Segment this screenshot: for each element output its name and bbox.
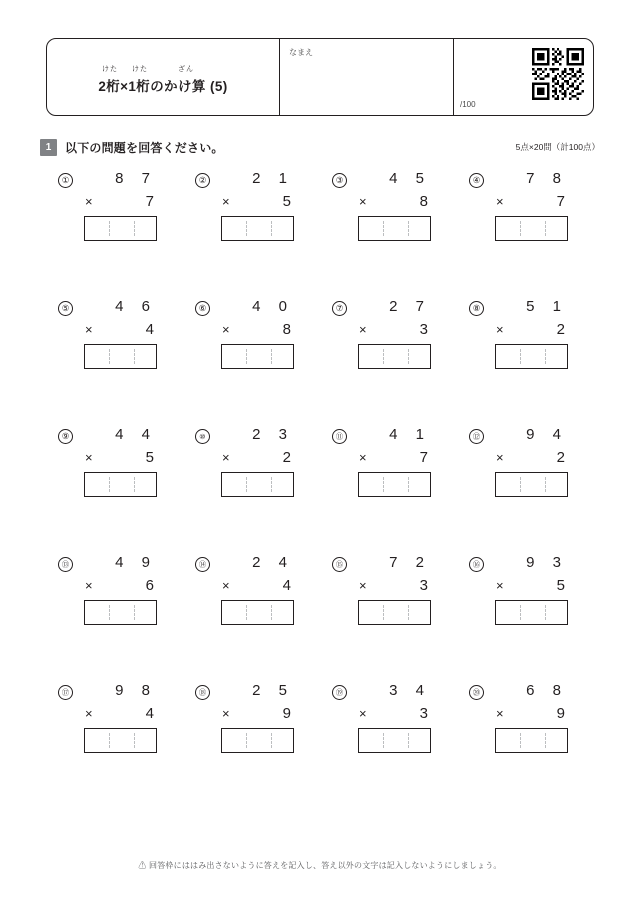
multiplier-line bbox=[495, 574, 568, 598]
multiplier: 8 bbox=[419, 193, 428, 210]
problem-number: ⑫ bbox=[469, 429, 484, 444]
answer-divider bbox=[383, 605, 384, 620]
answer-divider bbox=[408, 605, 409, 620]
answer-divider bbox=[408, 221, 409, 236]
operator: × bbox=[496, 322, 504, 337]
furigana-2: けた bbox=[132, 65, 148, 73]
multiplier: 3 bbox=[419, 321, 428, 338]
answer-box[interactable] bbox=[495, 344, 568, 369]
multiplicand: 2 4 bbox=[252, 554, 294, 571]
problem-cell bbox=[320, 168, 457, 296]
problem-cell bbox=[46, 296, 183, 424]
multiplier: 8 bbox=[282, 321, 291, 338]
answer-divider bbox=[271, 221, 272, 236]
problem-number: ④ bbox=[469, 173, 484, 188]
answer-divider bbox=[246, 477, 247, 492]
answer-box[interactable] bbox=[221, 728, 294, 753]
problem-number: ⑩ bbox=[195, 429, 210, 444]
problem-expression bbox=[221, 680, 294, 753]
answer-divider bbox=[246, 733, 247, 748]
furigana-1: けた bbox=[102, 65, 118, 73]
operator: × bbox=[222, 578, 230, 593]
problem-row bbox=[46, 296, 594, 424]
answer-divider bbox=[109, 605, 110, 620]
problem-row bbox=[46, 424, 594, 552]
answer-divider bbox=[408, 733, 409, 748]
problem-cell bbox=[457, 424, 594, 552]
answer-box[interactable] bbox=[84, 728, 157, 753]
operator: × bbox=[496, 706, 504, 721]
multiplier: 3 bbox=[419, 705, 428, 722]
problem-expression bbox=[221, 296, 294, 369]
problem-expression bbox=[221, 552, 294, 625]
answer-box[interactable] bbox=[358, 344, 431, 369]
problem-cell bbox=[183, 552, 320, 680]
multiplier: 4 bbox=[145, 321, 154, 338]
answer-box[interactable] bbox=[358, 216, 431, 241]
problem-number: ⑪ bbox=[332, 429, 347, 444]
problems-grid bbox=[46, 168, 594, 808]
problem-cell bbox=[183, 168, 320, 296]
problem-number: ⑮ bbox=[332, 557, 347, 572]
multiplicand: 4 5 bbox=[389, 170, 431, 187]
multiplier: 7 bbox=[419, 449, 428, 466]
problem-expression bbox=[495, 296, 568, 369]
multiplicand: 4 6 bbox=[115, 298, 157, 315]
page-title: 2桁×1桁のかけ算 (5) bbox=[98, 78, 228, 94]
qr-code-icon bbox=[532, 48, 584, 100]
problem-expression bbox=[221, 168, 294, 241]
multiplicand: 6 8 bbox=[526, 682, 568, 699]
operator: × bbox=[359, 578, 367, 593]
multiplier: 4 bbox=[282, 577, 291, 594]
problem-expression bbox=[495, 168, 568, 241]
multiplicand: 8 7 bbox=[115, 170, 157, 187]
problem-number: ⑭ bbox=[195, 557, 210, 572]
furigana-3: ざん bbox=[178, 65, 194, 73]
answer-divider bbox=[109, 477, 110, 492]
problem-number: ⑦ bbox=[332, 301, 347, 316]
problem-cell bbox=[183, 680, 320, 808]
multiplier: 7 bbox=[145, 193, 154, 210]
answer-divider bbox=[520, 477, 521, 492]
multiplier-line bbox=[84, 574, 157, 598]
answer-divider bbox=[134, 221, 135, 236]
answer-divider bbox=[383, 477, 384, 492]
problem-cell bbox=[183, 424, 320, 552]
name-field[interactable] bbox=[280, 39, 454, 115]
multiplicand: 2 5 bbox=[252, 682, 294, 699]
multiplier-line bbox=[221, 702, 294, 726]
operator: × bbox=[85, 322, 93, 337]
operator: × bbox=[496, 194, 504, 209]
multiplier-line bbox=[358, 190, 431, 214]
operator: × bbox=[85, 578, 93, 593]
multiplier-line bbox=[358, 446, 431, 470]
problem-cell bbox=[46, 168, 183, 296]
multiplier: 5 bbox=[556, 577, 565, 594]
answer-divider bbox=[271, 349, 272, 364]
multiplier-line bbox=[358, 574, 431, 598]
answer-divider bbox=[246, 221, 247, 236]
title-furigana bbox=[88, 64, 238, 74]
problem-expression bbox=[84, 552, 157, 625]
multiplier: 4 bbox=[145, 705, 154, 722]
operator: × bbox=[222, 194, 230, 209]
problem-expression bbox=[84, 680, 157, 753]
answer-box[interactable] bbox=[495, 728, 568, 753]
problem-expression bbox=[358, 424, 431, 497]
score-field[interactable] bbox=[454, 39, 593, 115]
answer-divider bbox=[109, 221, 110, 236]
operator: × bbox=[222, 450, 230, 465]
multiplier-line bbox=[221, 318, 294, 342]
multiplicand: 4 9 bbox=[115, 554, 157, 571]
answer-divider bbox=[545, 605, 546, 620]
problem-expression bbox=[495, 552, 568, 625]
multiplier: 5 bbox=[145, 449, 154, 466]
multiplier-line bbox=[495, 190, 568, 214]
answer-divider bbox=[520, 349, 521, 364]
problem-cell bbox=[457, 296, 594, 424]
worksheet-header bbox=[46, 38, 594, 116]
multiplier-line bbox=[84, 318, 157, 342]
problem-cell bbox=[457, 552, 594, 680]
multiplicand: 4 0 bbox=[252, 298, 294, 315]
footer-note: ⚠ 回答枠にははみ出さないように答えを記入し、答え以外の文字は記入しないようにしましょう。 bbox=[138, 861, 502, 870]
multiplier-line bbox=[495, 446, 568, 470]
operator: × bbox=[222, 706, 230, 721]
answer-divider bbox=[246, 349, 247, 364]
problem-number: ⑯ bbox=[469, 557, 484, 572]
answer-divider bbox=[109, 349, 110, 364]
multiplier-line bbox=[221, 190, 294, 214]
multiplicand: 2 3 bbox=[252, 426, 294, 443]
answer-box[interactable] bbox=[84, 600, 157, 625]
answer-divider bbox=[408, 477, 409, 492]
answer-divider bbox=[134, 733, 135, 748]
answer-divider bbox=[271, 477, 272, 492]
answer-divider bbox=[545, 221, 546, 236]
multiplicand: 7 2 bbox=[389, 554, 431, 571]
operator: × bbox=[359, 322, 367, 337]
multiplicand: 2 1 bbox=[252, 170, 294, 187]
problem-number: ⑨ bbox=[58, 429, 73, 444]
instruction-row bbox=[40, 137, 600, 157]
operator: × bbox=[359, 194, 367, 209]
multiplier-line bbox=[358, 702, 431, 726]
problem-number: ⑲ bbox=[332, 685, 347, 700]
problem-expression bbox=[84, 424, 157, 497]
answer-box[interactable] bbox=[495, 472, 568, 497]
multiplier: 5 bbox=[282, 193, 291, 210]
problem-cell bbox=[320, 680, 457, 808]
problem-expression bbox=[84, 168, 157, 241]
problem-number: ③ bbox=[332, 173, 347, 188]
problem-number: ① bbox=[58, 173, 73, 188]
problem-cell bbox=[320, 424, 457, 552]
problem-cell bbox=[457, 168, 594, 296]
problem-cell bbox=[320, 552, 457, 680]
problem-expression bbox=[495, 680, 568, 753]
answer-box[interactable] bbox=[221, 600, 294, 625]
answer-divider bbox=[134, 349, 135, 364]
multiplicand: 3 4 bbox=[389, 682, 431, 699]
operator: × bbox=[496, 578, 504, 593]
problem-expression bbox=[84, 296, 157, 369]
problem-number: ⑥ bbox=[195, 301, 210, 316]
header-title-cell bbox=[47, 39, 280, 115]
multiplier-line bbox=[495, 702, 568, 726]
problem-row bbox=[46, 680, 594, 808]
instruction-text: 以下の問題を回答ください。 bbox=[65, 140, 224, 155]
answer-box[interactable] bbox=[84, 344, 157, 369]
multiplicand: 9 8 bbox=[115, 682, 157, 699]
problem-expression bbox=[358, 168, 431, 241]
answer-box[interactable] bbox=[358, 472, 431, 497]
answer-divider bbox=[134, 477, 135, 492]
operator: × bbox=[359, 706, 367, 721]
problem-cell bbox=[183, 296, 320, 424]
answer-divider bbox=[271, 605, 272, 620]
problem-expression bbox=[221, 424, 294, 497]
operator: × bbox=[359, 450, 367, 465]
answer-divider bbox=[520, 221, 521, 236]
answer-divider bbox=[520, 605, 521, 620]
multiplicand: 9 3 bbox=[526, 554, 568, 571]
points-note: 5点×20問（計100点） bbox=[515, 142, 600, 152]
answer-divider bbox=[520, 733, 521, 748]
multiplicand: 7 8 bbox=[526, 170, 568, 187]
problem-cell bbox=[46, 424, 183, 552]
answer-box[interactable] bbox=[221, 344, 294, 369]
multiplier: 7 bbox=[556, 193, 565, 210]
problem-number: ⑤ bbox=[58, 301, 73, 316]
problem-expression bbox=[358, 296, 431, 369]
answer-divider bbox=[545, 477, 546, 492]
multiplicand: 5 1 bbox=[526, 298, 568, 315]
problem-number: ⑱ bbox=[195, 685, 210, 700]
operator: × bbox=[222, 322, 230, 337]
problem-expression bbox=[495, 424, 568, 497]
answer-divider bbox=[383, 349, 384, 364]
problem-number: ⑬ bbox=[58, 557, 73, 572]
multiplier: 6 bbox=[145, 577, 154, 594]
problem-cell bbox=[457, 680, 594, 808]
problem-number: ⑧ bbox=[469, 301, 484, 316]
answer-box[interactable] bbox=[221, 472, 294, 497]
multiplier-line bbox=[84, 190, 157, 214]
operator: × bbox=[85, 450, 93, 465]
multiplier-line bbox=[84, 702, 157, 726]
answer-divider bbox=[545, 733, 546, 748]
multiplier: 2 bbox=[282, 449, 291, 466]
problem-number: ⑰ bbox=[58, 685, 73, 700]
multiplicand: 4 1 bbox=[389, 426, 431, 443]
name-label: なまえ bbox=[289, 48, 313, 57]
answer-box[interactable] bbox=[495, 216, 568, 241]
multiplier: 2 bbox=[556, 449, 565, 466]
answer-divider bbox=[383, 221, 384, 236]
problem-number: ⑳ bbox=[469, 685, 484, 700]
problem-cell bbox=[46, 680, 183, 808]
multiplier-line bbox=[495, 318, 568, 342]
problem-expression bbox=[358, 680, 431, 753]
problem-cell bbox=[320, 296, 457, 424]
answer-box[interactable] bbox=[84, 472, 157, 497]
multiplier-line bbox=[84, 446, 157, 470]
section-badge: 1 bbox=[40, 139, 57, 156]
multiplier-line bbox=[221, 446, 294, 470]
problem-row bbox=[46, 552, 594, 680]
multiplier: 2 bbox=[556, 321, 565, 338]
problem-expression bbox=[358, 552, 431, 625]
score-label: /100 bbox=[460, 100, 476, 109]
operator: × bbox=[85, 706, 93, 721]
answer-box[interactable] bbox=[495, 600, 568, 625]
answer-box[interactable] bbox=[358, 600, 431, 625]
multiplicand: 4 4 bbox=[115, 426, 157, 443]
problem-row bbox=[46, 168, 594, 296]
answer-box[interactable] bbox=[221, 216, 294, 241]
operator: × bbox=[496, 450, 504, 465]
problem-number: ② bbox=[195, 173, 210, 188]
answer-box[interactable] bbox=[84, 216, 157, 241]
answer-box[interactable] bbox=[358, 728, 431, 753]
answer-divider bbox=[545, 349, 546, 364]
answer-divider bbox=[109, 733, 110, 748]
multiplier: 9 bbox=[282, 705, 291, 722]
operator: × bbox=[85, 194, 93, 209]
multiplicand: 9 4 bbox=[526, 426, 568, 443]
answer-divider bbox=[271, 733, 272, 748]
multiplier-line bbox=[221, 574, 294, 598]
multiplicand: 2 7 bbox=[389, 298, 431, 315]
answer-divider bbox=[134, 605, 135, 620]
problem-cell bbox=[46, 552, 183, 680]
multiplier-line bbox=[358, 318, 431, 342]
answer-divider bbox=[383, 733, 384, 748]
multiplier: 9 bbox=[556, 705, 565, 722]
multiplier: 3 bbox=[419, 577, 428, 594]
answer-divider bbox=[408, 349, 409, 364]
answer-divider bbox=[246, 605, 247, 620]
